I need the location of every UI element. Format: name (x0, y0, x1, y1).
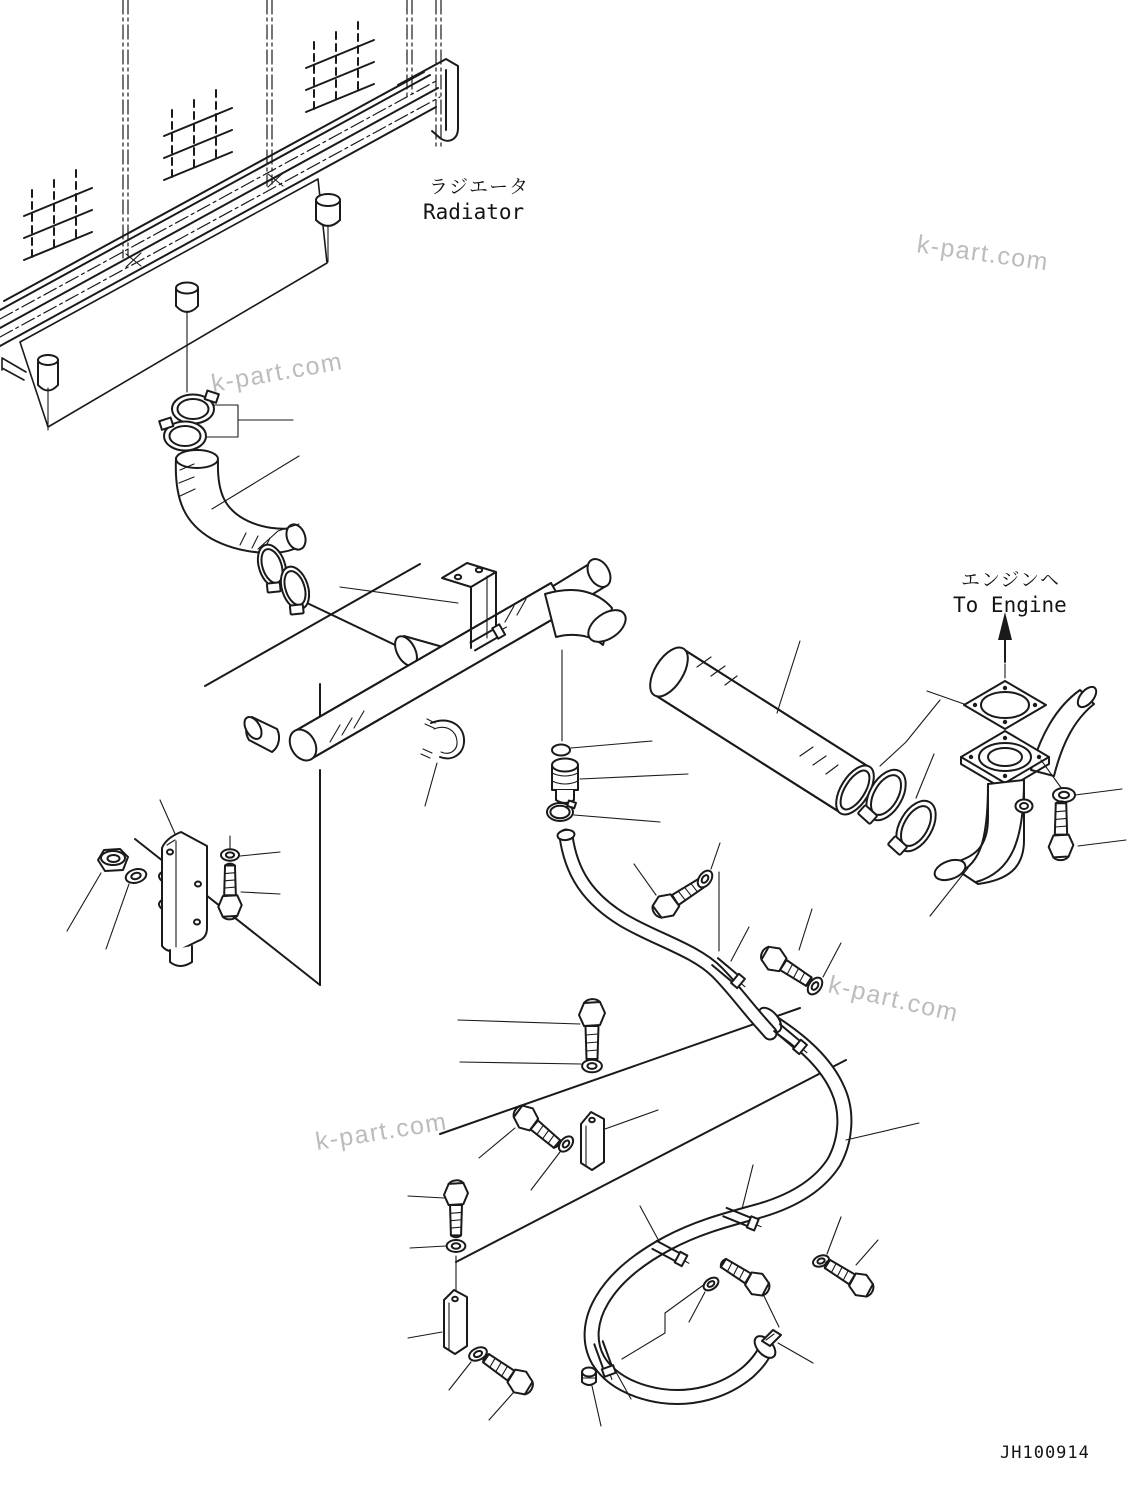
leader-line (605, 1110, 658, 1129)
hose-clamp (172, 391, 219, 424)
leader-line (592, 1386, 601, 1426)
radiator-drawing (0, 0, 458, 430)
leader-line (449, 1362, 471, 1390)
leader-line (340, 587, 458, 603)
leader-line (634, 864, 656, 895)
radiator-label-en: Radiator (423, 200, 525, 224)
hex-bolt (444, 1180, 468, 1237)
leader-line (622, 1281, 709, 1359)
radiator-label-jp: ラジエータ (429, 176, 530, 198)
leader-line (927, 691, 964, 704)
leader-line (212, 456, 299, 509)
hex-bolt (579, 999, 605, 1061)
leader-line (489, 1393, 513, 1420)
hex-bolt (756, 942, 817, 993)
drain-valve (552, 759, 578, 804)
engine-inlet-pipe-group (927, 612, 1126, 916)
plain-washer (582, 1060, 602, 1073)
o-ring (552, 745, 570, 756)
watermark: k-part.com (825, 970, 962, 1028)
to-engine-label-en: To Engine (953, 593, 1067, 617)
hex-bolt (1049, 801, 1074, 860)
hex-bolt (478, 1347, 538, 1399)
radiator-core-mesh (24, 170, 92, 260)
connecting-hose (643, 641, 944, 863)
hex-bolt (820, 1253, 878, 1301)
watermark: k-part.com (915, 230, 1051, 277)
plain-washer (447, 1240, 466, 1252)
leader-line (207, 405, 293, 437)
construction-lines (135, 564, 846, 1262)
leader-line (408, 1332, 442, 1338)
leader-line (67, 873, 101, 931)
leader-line (479, 1128, 515, 1158)
leader-line (777, 641, 800, 713)
leader-line (731, 927, 749, 961)
hex-nut (98, 849, 128, 871)
plug (582, 1368, 596, 1386)
lower-left-hardware (408, 999, 658, 1426)
pipe-boss (1016, 800, 1033, 813)
mounting-bracket-group (67, 800, 280, 966)
watermark: k-part.com (209, 347, 346, 398)
engine-inlet-pipe (932, 731, 1049, 884)
watermark: k-part.com (313, 1107, 450, 1156)
leader-line (574, 815, 660, 822)
leader-line (763, 1294, 779, 1327)
leader-line (160, 800, 176, 836)
leader-line (1075, 789, 1122, 795)
drawing-number: JH100914 (1000, 1443, 1090, 1463)
hex-bolt (508, 1100, 566, 1154)
leader-line (846, 1123, 919, 1140)
radiator-frame-end (2, 358, 26, 380)
u-bolt-clip (421, 719, 464, 758)
leader-line (1078, 840, 1126, 846)
leader-line (799, 909, 812, 950)
to-engine-arrow (998, 612, 1012, 678)
leader-line (827, 1217, 841, 1254)
leader-line (531, 1152, 560, 1190)
radiator-core-mesh (306, 22, 374, 112)
support-bracket (581, 1112, 604, 1170)
elbow-hose-opening (176, 450, 218, 468)
return-tube-loop (592, 1004, 845, 1397)
leader-line (689, 1292, 705, 1322)
leader-line (571, 741, 652, 748)
hex-bolt (218, 864, 241, 920)
leader-line (580, 774, 688, 779)
hose-clamp (547, 801, 576, 821)
plain-washer (1053, 788, 1075, 802)
radiator-core-mesh (164, 90, 232, 180)
elbow-hose (176, 458, 300, 553)
leader-line (241, 892, 280, 894)
leader-line (611, 1165, 753, 1399)
plain-washer (556, 1134, 576, 1155)
to-engine-label-jp: エンジンヘ (961, 569, 1061, 591)
plain-washer (124, 867, 148, 885)
plain-washer (221, 849, 239, 860)
leader-line (856, 1240, 878, 1265)
plain-washer (701, 1275, 721, 1293)
support-bracket (444, 1290, 467, 1354)
leader-line (106, 884, 129, 949)
leader-line (458, 1020, 581, 1064)
elbow-hose-assembly (159, 391, 315, 618)
leader-line (778, 1343, 813, 1363)
leader-line (425, 763, 437, 806)
mounting-bracket (159, 832, 207, 966)
hex-bolt (716, 1252, 774, 1300)
leader-line (711, 843, 720, 951)
